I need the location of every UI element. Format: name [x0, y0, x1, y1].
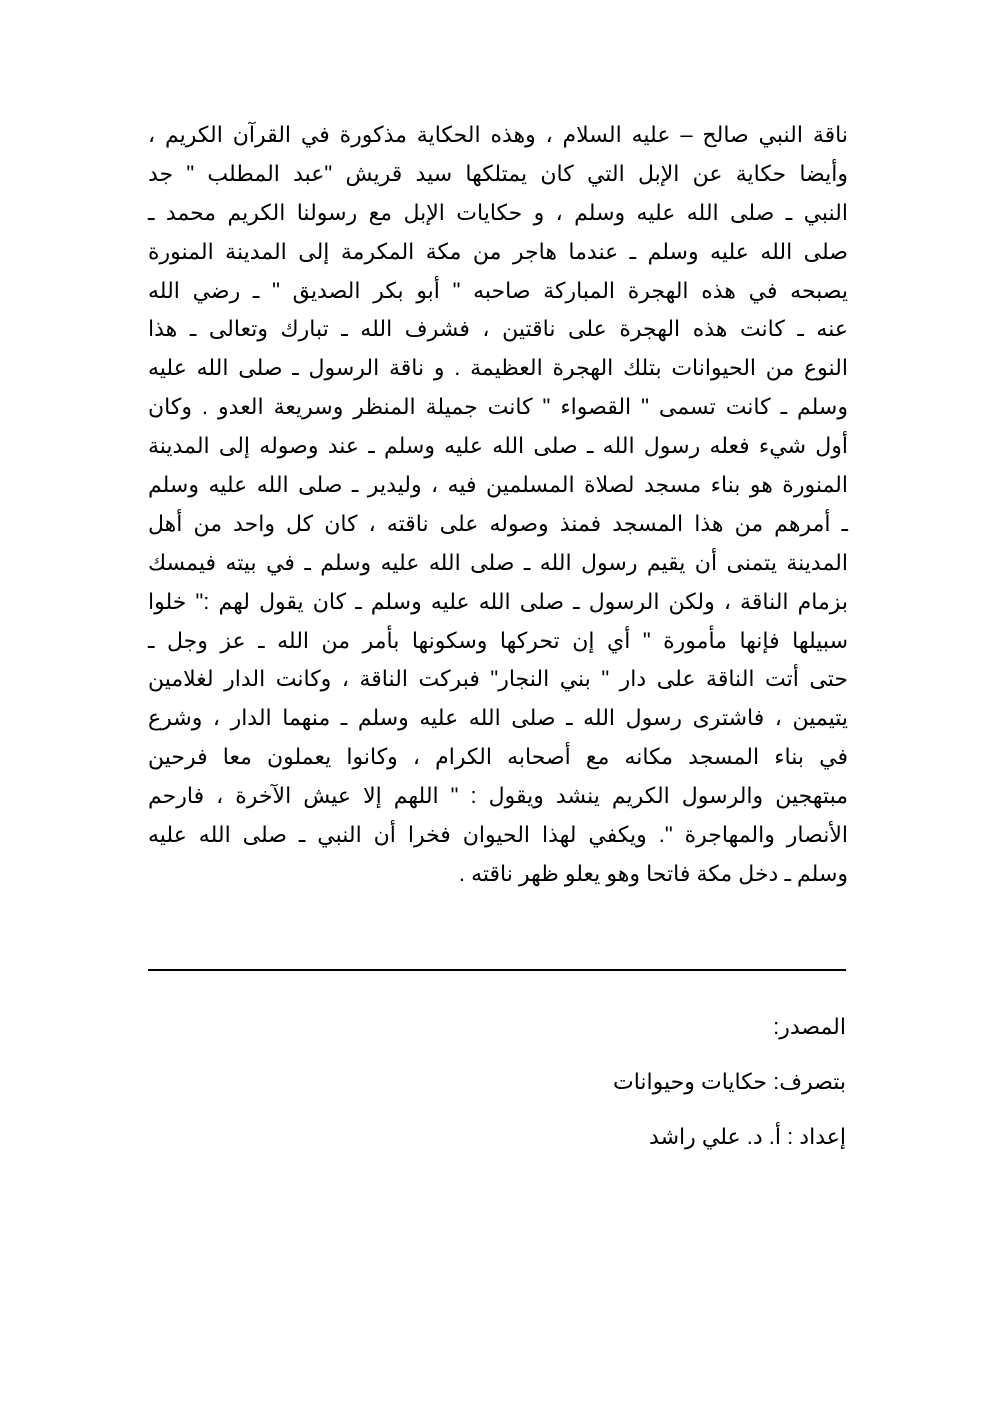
text-line: عنه ـ كانت هذه الهجرة على ناقتين ، فشرف الله ـ تبارك وتعالى ـ هذا: [148, 316, 848, 342]
text-line: في بناء المسجد مكانه مع أصحابه الكرام ، وكانوا يعملون معا فرحين: [148, 744, 848, 770]
text-line: صلى الله عليه وسلم ـ عندما هاجر من مكة المكرمة إلى المدينة المنورة: [148, 238, 848, 264]
text-line: المدينة يتمنى أن يقيم رسول الله ـ صلى الله عليه وسلم ـ في بيته فيمسك: [148, 549, 848, 575]
text-line: مبتهجين والرسول الكريم ينشد ويقول : " اللهم إلا عيش الآخرة ، فارحم: [148, 783, 848, 809]
text-line: وسلم ـ كانت تسمى " القصواء " كانت جميلة المنظر وسريعة العدو . وكان: [148, 394, 848, 420]
text-line: بزمام الناقة ، ولكن الرسول ـ صلى الله عليه وسلم ـ كان يقول لهم :" خلوا: [148, 588, 848, 614]
text-line: ـ أمرهم من هذا المسجد فمنذ وصوله على ناقته ، كان كل واحد من أهل: [148, 510, 848, 536]
source-label: المصدر:: [773, 1014, 846, 1039]
source-author: إعداد : أ. د. علي راشد: [649, 1124, 846, 1149]
text-line: وأيضا حكاية عن الإبل التي كان يمتلكها سيد قريش "عبد المطلب " جد: [148, 160, 848, 186]
source-adapted: بتصرف: حكايات وحيوانات: [613, 1069, 846, 1094]
text-line: ناقة النبي صالح – عليه السلام ، وهذه الحكاية مذكورة في القرآن الكريم ،: [148, 122, 848, 147]
text-line: سبيلها فإنها مأمورة " أي إن تحركها وسكونها بأمر من الله ـ عز وجل ـ: [148, 627, 848, 653]
text-line: وسلم ـ دخل مكة فاتحا وهو يعلو ظهر ناقته .: [458, 860, 848, 886]
text-line: المنورة هو بناء مسجد لصلاة المسلمين فيه ، وليدير ـ صلى الله عليه وسلم: [148, 472, 848, 498]
text-line: النوع من الحيوانات بتلك الهجرة العظيمة . و ناقة الرسول ـ صلى الله عليه: [148, 355, 848, 381]
text-line: الأنصار والمهاجرة ". ويكفي لهذا الحيوان فخرا أن النبي ـ صلى الله عليه: [148, 822, 848, 848]
text-line: حتى أتت الناقة على دار " بني النجار" فبركت الناقة ، وكانت الدار لغلامين: [148, 666, 848, 692]
text-line: يتيمين ، فاشترى رسول الله ـ صلى الله عليه وسلم ـ منهما الدار ، وشرع: [148, 705, 848, 731]
text-line: النبي ـ صلى الله عليه وسلم ، و حكايات الإبل مع رسولنا الكريم محمد ـ: [148, 199, 848, 225]
divider: [148, 969, 846, 971]
body-paragraph: [148, 116, 848, 894]
text-line: يصبحه في هذه الهجرة المباركة صاحبه " أبو بكر الصديق " ـ رضي الله: [148, 277, 848, 303]
text-line: أول شيء فعله رسول الله ـ صلى الله عليه وسلم ـ عند وصوله إلى المدينة: [148, 433, 848, 459]
